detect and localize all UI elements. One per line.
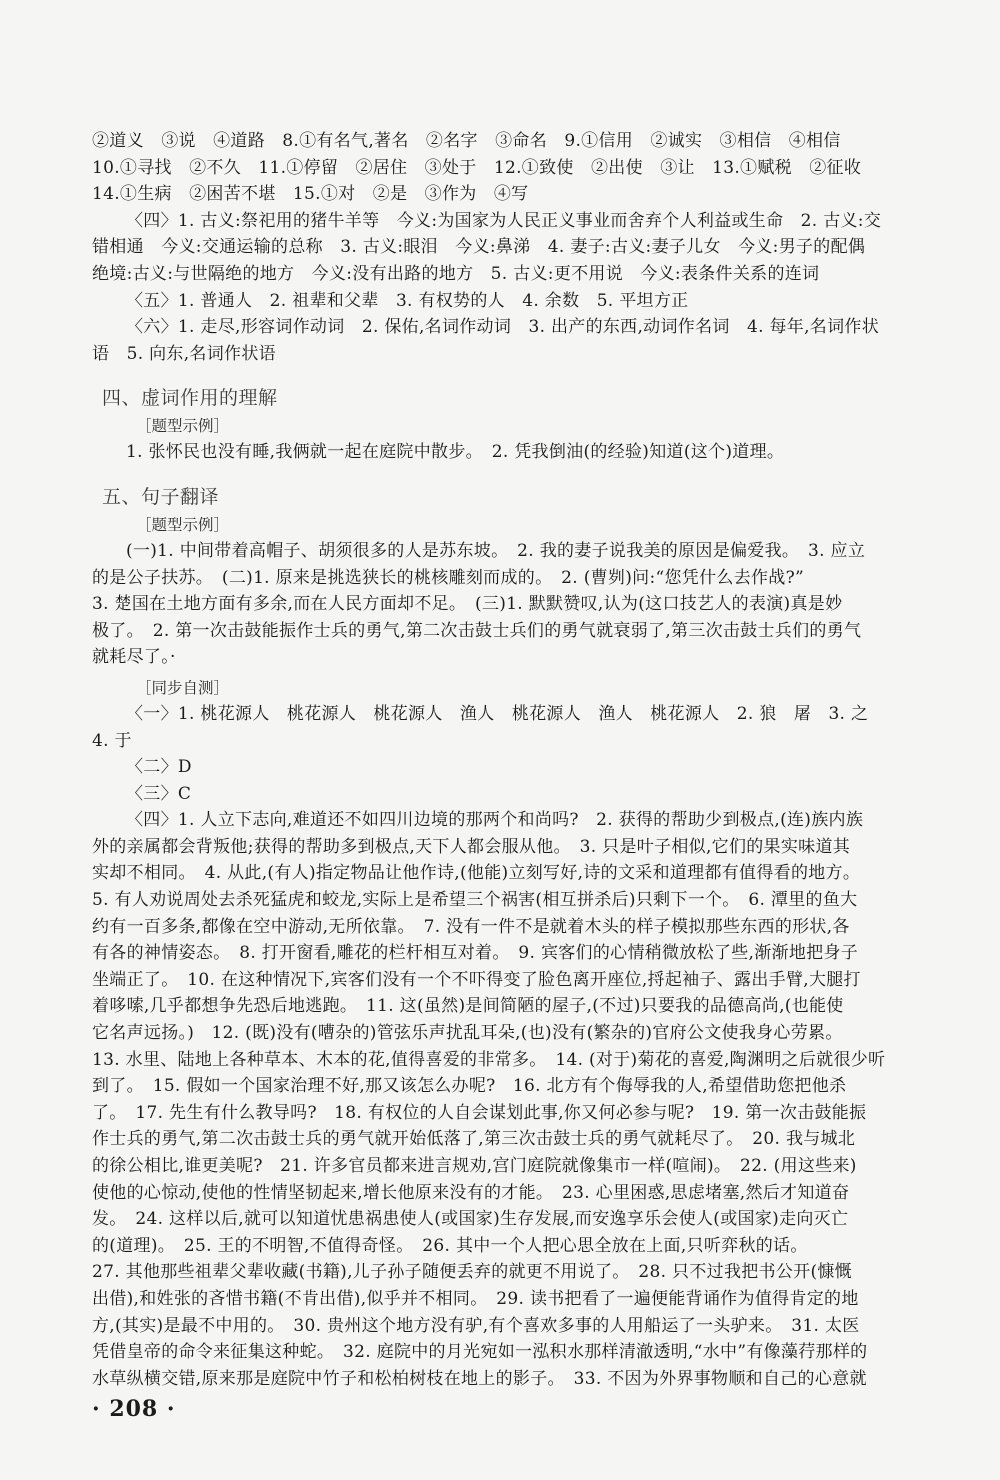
text-line: 就耗尽了。· (92, 647, 176, 668)
label-self-test: ［同步自测］ (136, 678, 230, 697)
text-line: 的是公子扶苏。 (二)1. 原来是挑选狭长的桃核雕刻而成的。 2. (曹刿)问:“您凭什么去作战?” (92, 567, 804, 588)
section-heading-4: 四、虚词作用的理解 (102, 387, 278, 410)
text-line: 语 5. 向东,名词作状语 (92, 343, 276, 364)
text-line: 有各的神情姿态。 8. 打开窗看,雕花的栏杆相互对着。 9. 宾客们的心情稍微放松了些,渐渐地把身子 (92, 943, 859, 964)
text-line: 〈六〉1. 走尽,形容词作动词 2. 保佑,名词作动词 3. 出产的东西,动词作名词 4. 每年,名词作状 (126, 317, 880, 338)
text-line: 外的亲属都会背叛他;获得的帮助多到极点,天下人都会服从他。 3. 只是叶子相似,它们的果实味道其 (92, 836, 851, 857)
text-line: 了。 17. 先生有什么教导吗? 18. 有权位的人自会谋划此事,你又何必参与呢? 19. 第一次击鼓能振 (92, 1102, 867, 1123)
section-heading-5: 五、句子翻译 (102, 485, 220, 508)
label-example: ［题型示例］ (136, 515, 230, 534)
text-line: 着哆嗦,几乎都想争先恐后地逃跑。 11. 这(虽然)是间简陋的屋子,(不过)只要我的品德高尚,(也能使 (92, 996, 844, 1017)
label-example: ［题型示例］ (136, 417, 230, 436)
page-content (92, 128, 932, 1392)
text-line: 坐端正了。 10. 在这种情况下,宾客们没有一个不吓得变了脸色离开座位,捋起袖子、露出手臂,大腿打 (92, 969, 861, 990)
text-line: ②道义 ③说 ④道路 8.①有名气,著名 ②名字 ③命名 9.①信用 ②诚实 ③相信 ④相信 (92, 131, 841, 151)
text-line: 方,(其实)是最不中用的。 30. 贵州这个地方没有驴,有个喜欢多事的人用船运了一头驴来。 31. 太医 (92, 1315, 860, 1336)
text-line: 〈五〉1. 普通人 2. 祖辈和父辈 3. 有权势的人 4. 余数 5. 平坦方正 (126, 290, 689, 311)
text-line: 〈二〉D (126, 757, 192, 778)
text-line: 〈四〉1. 人立下志向,难道还不如四川边境的那两个和尚吗? 2. 获得的帮助少到极点,(连)族内族 (126, 810, 864, 831)
text-line: 实却不相同。 4. 从此,(有人)指定物品让他作诗,(他能)立刻写好,诗的文采和道理都有值得看的地方。 (92, 863, 861, 884)
text-line: 27. 其他那些祖辈父辈收藏(书籍),儿子孙子随便丢弃的就更不用说了。 28. 只不过我把书公开(慷慨 (92, 1262, 852, 1283)
text-line: 的徐公相比,谁更美呢? 21. 许多官员都来进言规劝,宫门庭院就像集市一样(喧闹)。 22. (用这些来) (92, 1156, 857, 1176)
page-number: · 208 · (92, 1396, 176, 1422)
text-line: 10.①寻找 ②不久 11.①停留 ②居住 ③处于 12.①致使 ②出使 ③让 13.①赋税 ②征收 (92, 157, 862, 178)
text-line: 水草纵横交错,原来那是庭院中竹子和松柏树枝在地上的影子。 33. 不因为外界事物顺和自己的心意就 (92, 1368, 867, 1389)
text-line: 凭借皇帝的命令来征集这种蛇。 32. 庭院中的月光宛如一泓积水那样清澈透明,“水中”有像藻荇那样的 (92, 1342, 868, 1363)
text-line: 的(道理)。 25. 王的不明智,不值得奇怪。 26. 其中一个人把心思全放在上面,只听弈秋的话。 (92, 1235, 808, 1256)
text-line: 出借),和姓张的吝惜书籍(不肯出借),似乎并不相同。 29. 读书把看了一遍便能背诵作为值得肯定的地 (92, 1288, 859, 1309)
text-line: 13. 水里、陆地上各种草本、木本的花,值得喜爱的非常多。 14. (对于)菊花的喜爱,陶渊明之后就很少听 (92, 1049, 886, 1070)
text-line: 极了。 2. 第一次击鼓能振作士兵的勇气,第二次击鼓士兵们的勇气就衰弱了,第三次击鼓士兵们的勇气 (92, 620, 862, 641)
text-line: 3. 楚国在土地方面有多余,而在人民方面却不足。 (三)1. 默默赞叹,认为(这口技艺人的表演)真是妙 (92, 594, 843, 615)
text-line: 4. 于 (92, 730, 132, 751)
text-line: 发。 24. 这样以后,就可以知道忧患祸患使人(或国家)生存发展,而安逸享乐会使人(或国家)走向灭亡 (92, 1209, 849, 1230)
text-line: 5. 有人劝说周处去杀死猛虎和蛟龙,实际上是希望三个祸害(相互拼杀后)只剩下一个。 6. 潭里的鱼大 (92, 890, 858, 911)
text-line: 〈四〉1. 古义:祭祀用的猪牛羊等 今义:为国家为人民正义事业而舍弃个人利益或生命 2. 古义:交 (126, 210, 882, 231)
text-line: 作士兵的勇气,第二次击鼓士兵的勇气就开始低落了,第三次击鼓士兵的勇气就耗尽了。 20. 我与城北 (92, 1129, 856, 1150)
text-line: 绝境:古义:与世隔绝的地方 今义:没有出路的地方 5. 古义:更不用说 今义:表条件关系的连词 (92, 263, 820, 284)
text-line: 1. 张怀民也没有睡,我俩就一起在庭院中散步。 2. 凭我倒油(的经验)知道(这个)道理。 (126, 442, 785, 463)
text-line: 错相通 今义:交通运输的总称 3. 古义:眼泪 今义:鼻涕 4. 妻子:古义:妻子儿女 今义:男子的配偶 (92, 237, 866, 258)
text-line: 14.①生病 ②困苦不堪 15.①对 ②是 ③作为 ④写 (92, 184, 529, 205)
text-line: (一)1. 中间带着高帽子、胡须很多的人是苏东坡。 2. 我的妻子说我美的原因是偏爱我。 3. 应立 (126, 540, 866, 561)
text-line: 到了。 15. 假如一个国家治理不好,那又该怎么办呢? 16. 北方有个侮辱我的人,希望借助您把他杀 (92, 1076, 847, 1097)
text-line: 使他的心惊动,使他的性情坚韧起来,增长他原来没有的才能。 23. 心里困惑,思虑堵塞,然后才知道奋 (92, 1182, 850, 1203)
text-line: 〈三〉C (126, 783, 192, 804)
text-line: 约有一百多条,都像在空中游动,无所依靠。 7. 没有一件不是就着木头的样子模拟那些东西的形状,各 (92, 916, 850, 937)
text-line: 〈一〉1. 桃花源人 桃花源人 桃花源人 渔人 桃花源人 渔人 桃花源人 2. 狼 屠 3. 之 (126, 703, 869, 724)
text-line: 它名声远扬。) 12. (既)没有(嘈杂的)管弦乐声扰乱耳朵,(也)没有(繁杂的)官府公文使我身心劳累。 (92, 1023, 843, 1044)
